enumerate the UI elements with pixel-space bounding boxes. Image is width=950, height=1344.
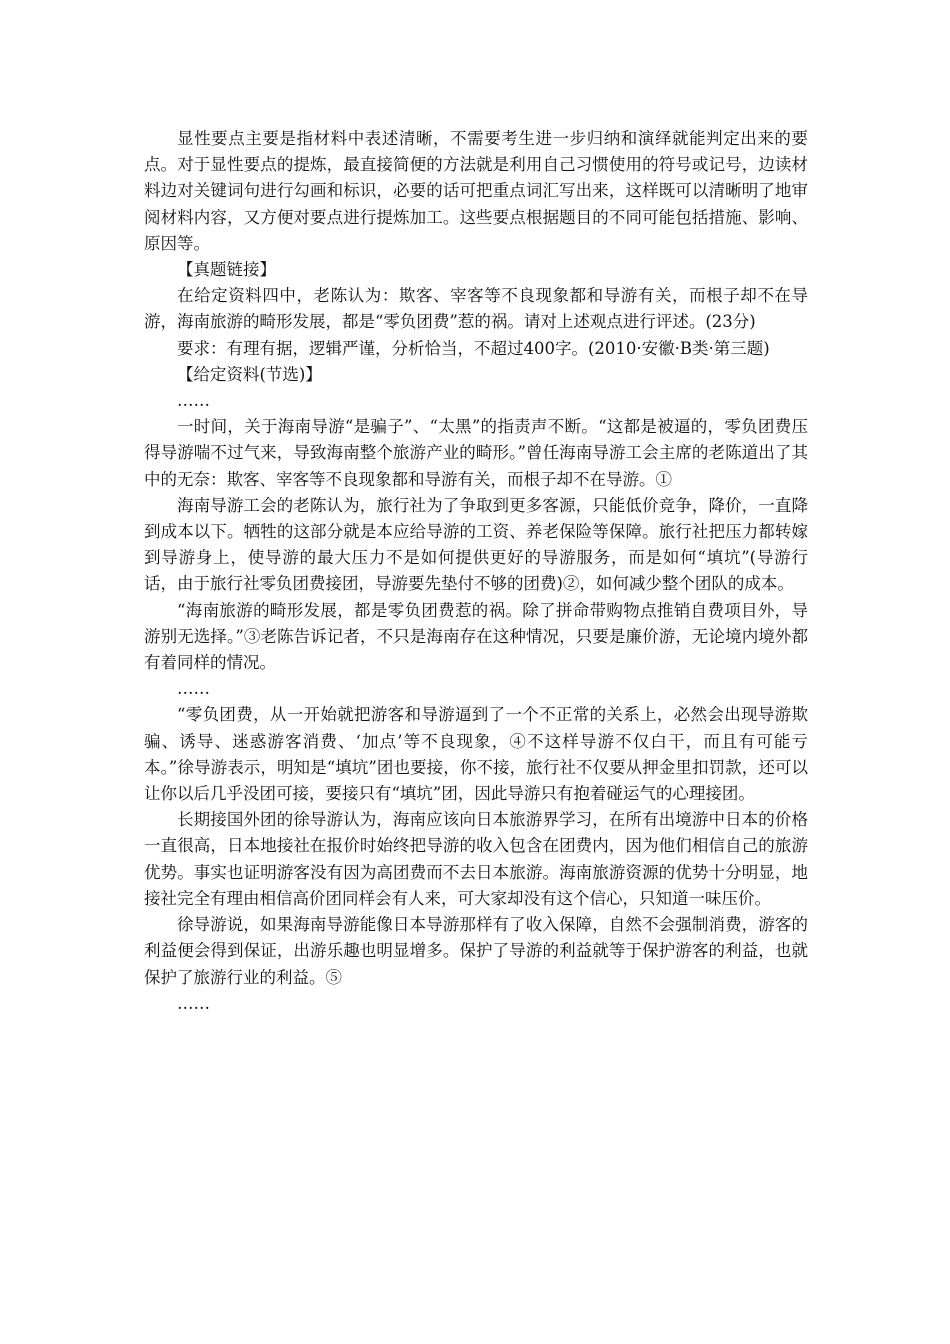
ellipsis-1: …… — [177, 391, 210, 411]
ellipsis-3: …… — [177, 993, 210, 1013]
paragraph-material-1: 一时间，关于海南导游“是骗子”、“太黑”的指责声不断。“这都是被逼的，零负团费压得导游喘不过气来，导致海南整个旅游产业的畸形。”曾任海南导游工会主席的老陈道出了其中的无奈：欺客、宰客等不良现象都和导游有关，而根子却不在导游。① — [144, 417, 808, 489]
paragraph-material-6: 徐导游说，如果海南导游能像日本导游那样有了收入保障，自然不会强制消费，游客的利益便会得到保证，出游乐趣也明显增多。保护了导游的利益就等于保护游客的利益，也就保护了旅游行业的利益。⑤ — [144, 915, 808, 987]
heading-given-materials: 【给定资料(节选)】 — [177, 364, 322, 384]
paragraph-requirements: 要求：有理有据，逻辑严谨，分析恰当，不超过400字。(2010·安徽·B类·第三题) — [177, 338, 770, 358]
ellipsis-2: …… — [177, 679, 210, 699]
paragraph-material-4: “零负团费，从一开始就把游客和导游逼到了一个不正常的关系上，必然会出现导游欺骗、诱导、迷惑游客消费、‘加点’等不良现象，④不这样导游不仅白干，而且有可能亏本。”徐导游表示，明知是“填坑”团也要接，你不接，旅行社不仅要从押金里扣罚款，还可以让你以后几乎没团可接，要接只有“填坑”团，因此导游只有抱着碰运气的心理接团。 — [144, 705, 808, 804]
paragraph-material-2: 海南导游工会的老陈认为，旅行社为了争取到更多客源，只能低价竞争，降价，一直降到成本以下。牺牲的这部分就是本应给导游的工资、养老保险等保障。旅行社把压力都转嫁到导游身上，使导游的最大压力不是如何提供更好的导游服务，而是如何“填坑”(导游行话，由于旅行社零负团费接团，导游要先垫付不够的团费)②，如何减少整个团队的成本。 — [144, 495, 808, 594]
paragraph-material-5: 长期接国外团的徐导游认为，海南应该向日本旅游界学习，在所有出境游中日本的价格一直很高，日本地接社在报价时始终把导游的收入包含在团费内，因为他们相信自己的旅游优势。事实也证明游客没有因为高团费而不去日本旅游。海南旅游资源的优势十分明显，地接社完全有理由相信高价团同样会有人来，可大家却没有这个信心，只知道一味压价。 — [144, 810, 808, 908]
paragraph-material-3: “海南旅游的畸形发展，都是零负团费惹的祸。除了拼命带购物点推销自费项目外，导游别无选择。”③老陈告诉记者，不只是海南存在这种情况，只要是廉价游，无论境内境外都有着同样的情况。 — [144, 600, 808, 673]
heading-exam-link: 【真题链接】 — [177, 260, 276, 280]
paragraph-question: 在给定资料四中，老陈认为：欺客、宰客等不良现象都和导游有关，而根子却不在导游，海南旅游的畸形发展，都是“零负团费”惹的祸。请对上述观点进行评述。(23分) — [144, 286, 808, 332]
document-body — [144, 126, 808, 1017]
paragraph-explicit-points: 显性要点主要是指材料中表述清晰，不需要考生进一步归纳和演绎就能判定出来的要点。对于显性要点的提炼，最直接简便的方法就是利用自己习惯使用的符号或记号，边读材料边对关键词句进行勾画和标识，必要的话可把重点词汇写出来，这样既可以清晰明了地审阅材料内容，又方便对要点进行提炼加工。这些要点根据题目的不同可能包括措施、影响、原因等。 — [144, 129, 808, 253]
